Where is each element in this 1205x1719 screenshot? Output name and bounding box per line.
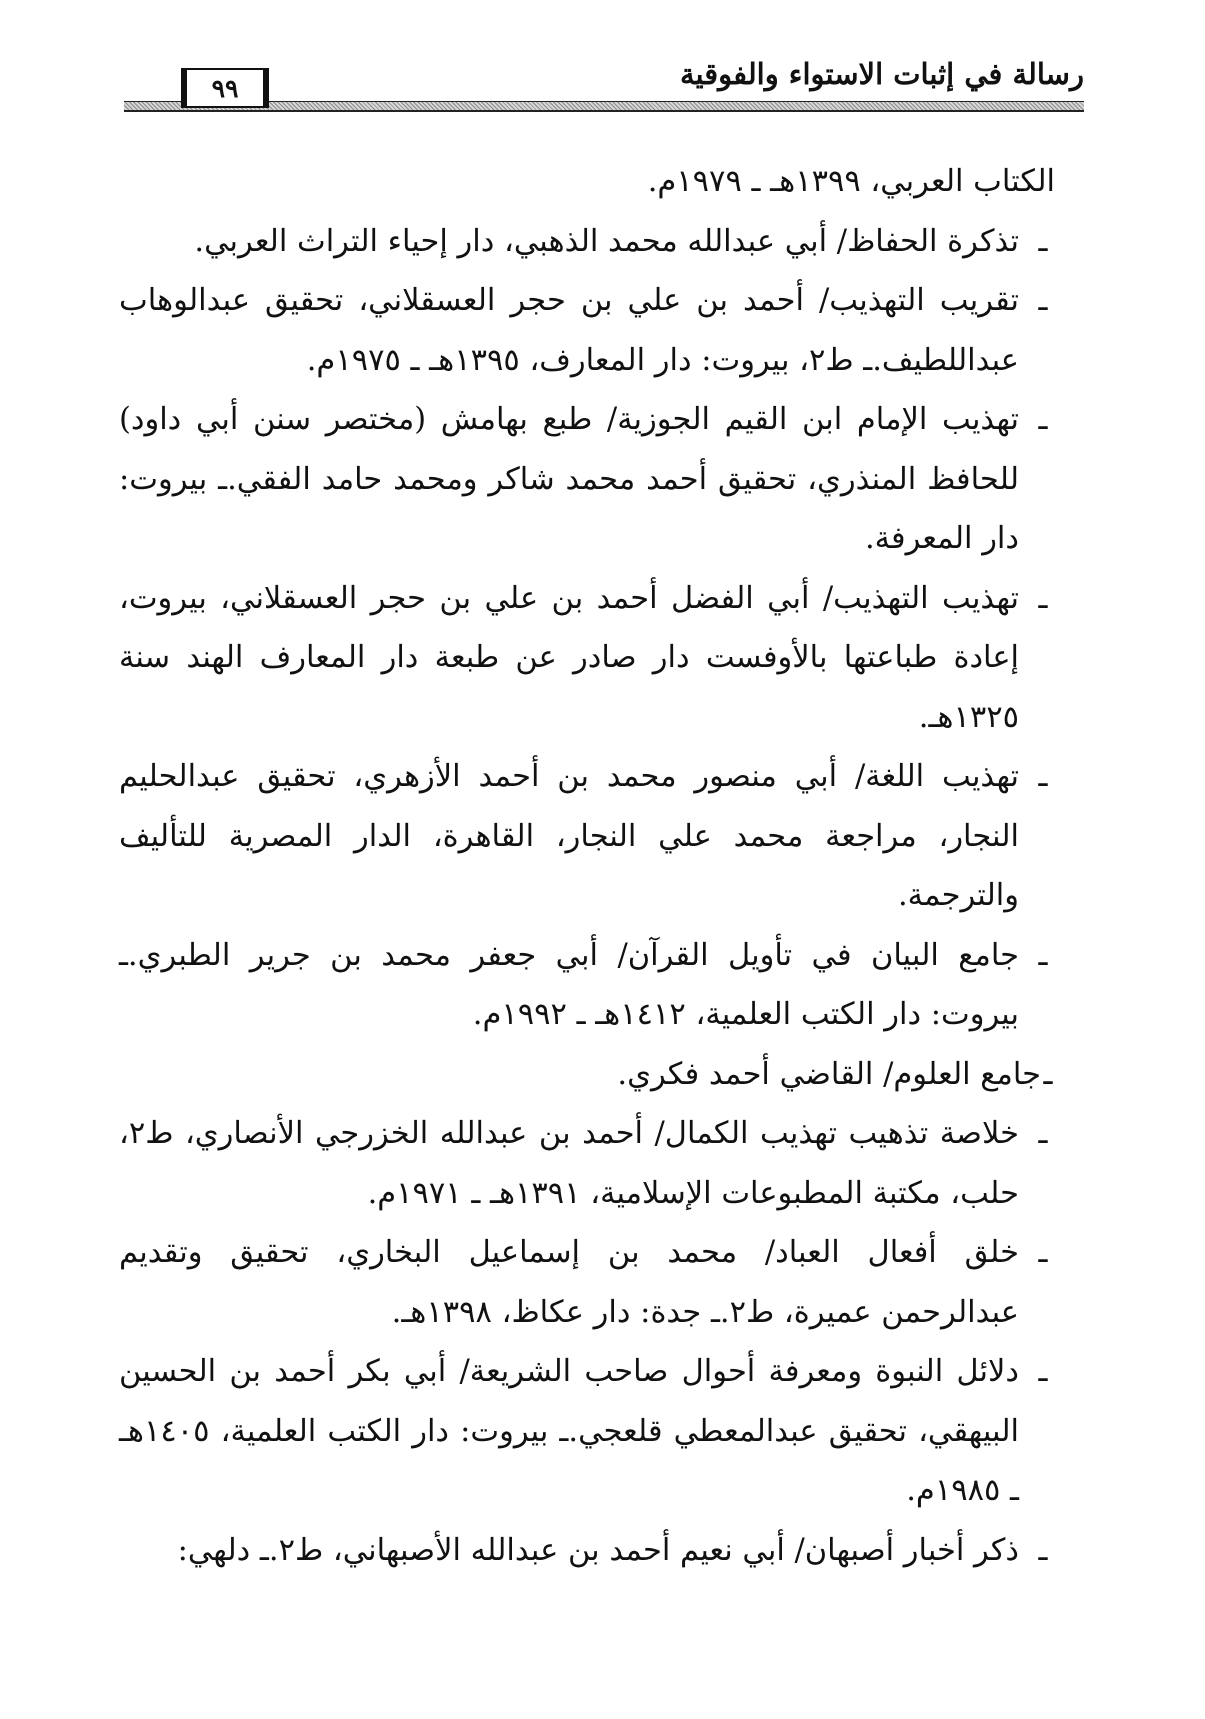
bullet-dash: ـ xyxy=(1038,223,1048,259)
entry-text: ذكر أخبار أصبهان/ أبي نعيم أحمد بن عبدالله الأصبهاني، ط٢.ـ دلهي: xyxy=(177,1532,1019,1568)
bibliography-entry xyxy=(119,1045,1055,1105)
bibliography-entry xyxy=(119,1521,1055,1581)
bibliography-entry-continuation xyxy=(119,152,1055,212)
entry-text: الكتاب العربي، ١٣٩٩هـ ـ ١٩٧٩م. xyxy=(647,164,1055,199)
running-title: رسالة في إثبات الاستواء والفوقية xyxy=(680,57,1084,91)
running-header xyxy=(124,48,1084,114)
bullet-dash: ـ xyxy=(1038,283,1048,318)
bibliography-entry xyxy=(119,747,1055,926)
bibliography-list xyxy=(119,152,1055,1580)
bibliography-entry xyxy=(119,569,1055,748)
bullet-dash: ـ xyxy=(1038,1532,1048,1568)
entry-text: دلائل النبوة ومعرفة أحوال صاحب الشريعة/ أبي بكر أحمد بن الحسين البيهقي، تحقيق عبدالمعطي قلعجي.ـ بيروت: دار الكتب العلمية، ١٤٠٥هـ ـ ١٩٨٥م. xyxy=(119,1354,1019,1508)
bullet-dash: ـ xyxy=(1038,1116,1048,1151)
bibliography-entry xyxy=(119,1223,1055,1342)
bullet-dash: ـ xyxy=(1043,1056,1053,1092)
bibliography-entry xyxy=(119,271,1055,390)
entry-text: جامع العلوم/ القاضي أحمد فكري. xyxy=(617,1056,1041,1092)
entry-text: تذكرة الحفاظ/ أبي عبدالله محمد الذهبي، دار إحياء التراث العربي. xyxy=(194,223,1019,259)
bullet-dash: ـ xyxy=(1038,580,1048,616)
entry-text: تهذيب الإمام ابن القيم الجوزية/ طبع بهامش (مختصر سنن أبي داود) للحافظ المنذري، تحقيق أحمد محمد شاكر ومحمد حامد الفقي.ـ بيروت: دار المعرفة. xyxy=(119,402,1019,556)
entry-text: خلاصة تذهيب تهذيب الكمال/ أحمد بن عبدالله الخزرجي الأنصاري، ط٢، حلب، مكتبة المطبوعات الإسلامية، ١٣٩١هـ ـ ١٩٧١م. xyxy=(119,1116,1019,1211)
entry-text: تهذيب اللغة/ أبي منصور محمد بن أحمد الأزهري، تحقيق عبدالحليم النجار، مراجعة محمد علي النجار، القاهرة، الدار المصرية للتأليف والترجمة. xyxy=(119,759,1019,913)
bullet-dash: ـ xyxy=(1038,402,1048,437)
bibliography-entry xyxy=(119,1104,1055,1223)
bullet-dash: ـ xyxy=(1038,937,1048,973)
entry-text: تقريب التهذيب/ أحمد بن علي بن حجر العسقلاني، تحقيق عبدالوهاب عبداللطيف.ـ ط٢، بيروت: دار المعارف، ١٣٩٥هـ ـ ١٩٧٥م. xyxy=(119,283,1019,378)
bibliography-entry xyxy=(119,212,1055,272)
bibliography-entry xyxy=(119,1342,1055,1521)
entry-text: خلق أفعال العباد/ محمد بن إسماعيل البخاري، تحقيق وتقديم عبدالرحمن عميرة، ط٢.ـ جدة: دار عكاظ، ١٣٩٨هـ. xyxy=(119,1235,1019,1330)
bullet-dash: ـ xyxy=(1038,759,1048,794)
bullet-dash: ـ xyxy=(1038,1235,1048,1270)
bibliography-entry xyxy=(119,926,1055,1045)
bullet-dash: ـ xyxy=(1038,1354,1048,1389)
page-number: ٩٩ xyxy=(181,68,269,108)
bibliography-entry xyxy=(119,390,1055,569)
entry-text: تهذيب التهذيب/ أبي الفضل أحمد بن علي بن حجر العسقلاني، بيروت، إعادة طباعتها بالأوفست دار صادر عن طبعة دار المعارف الهند سنة ١٣٢٥هـ. xyxy=(119,580,1019,735)
entry-text: جامع البيان في تأويل القرآن/ أبي جعفر محمد بن جرير الطبري.ـ بيروت: دار الكتب العلمية، ١٤١٢هـ ـ ١٩٩٢م. xyxy=(119,937,1019,1032)
